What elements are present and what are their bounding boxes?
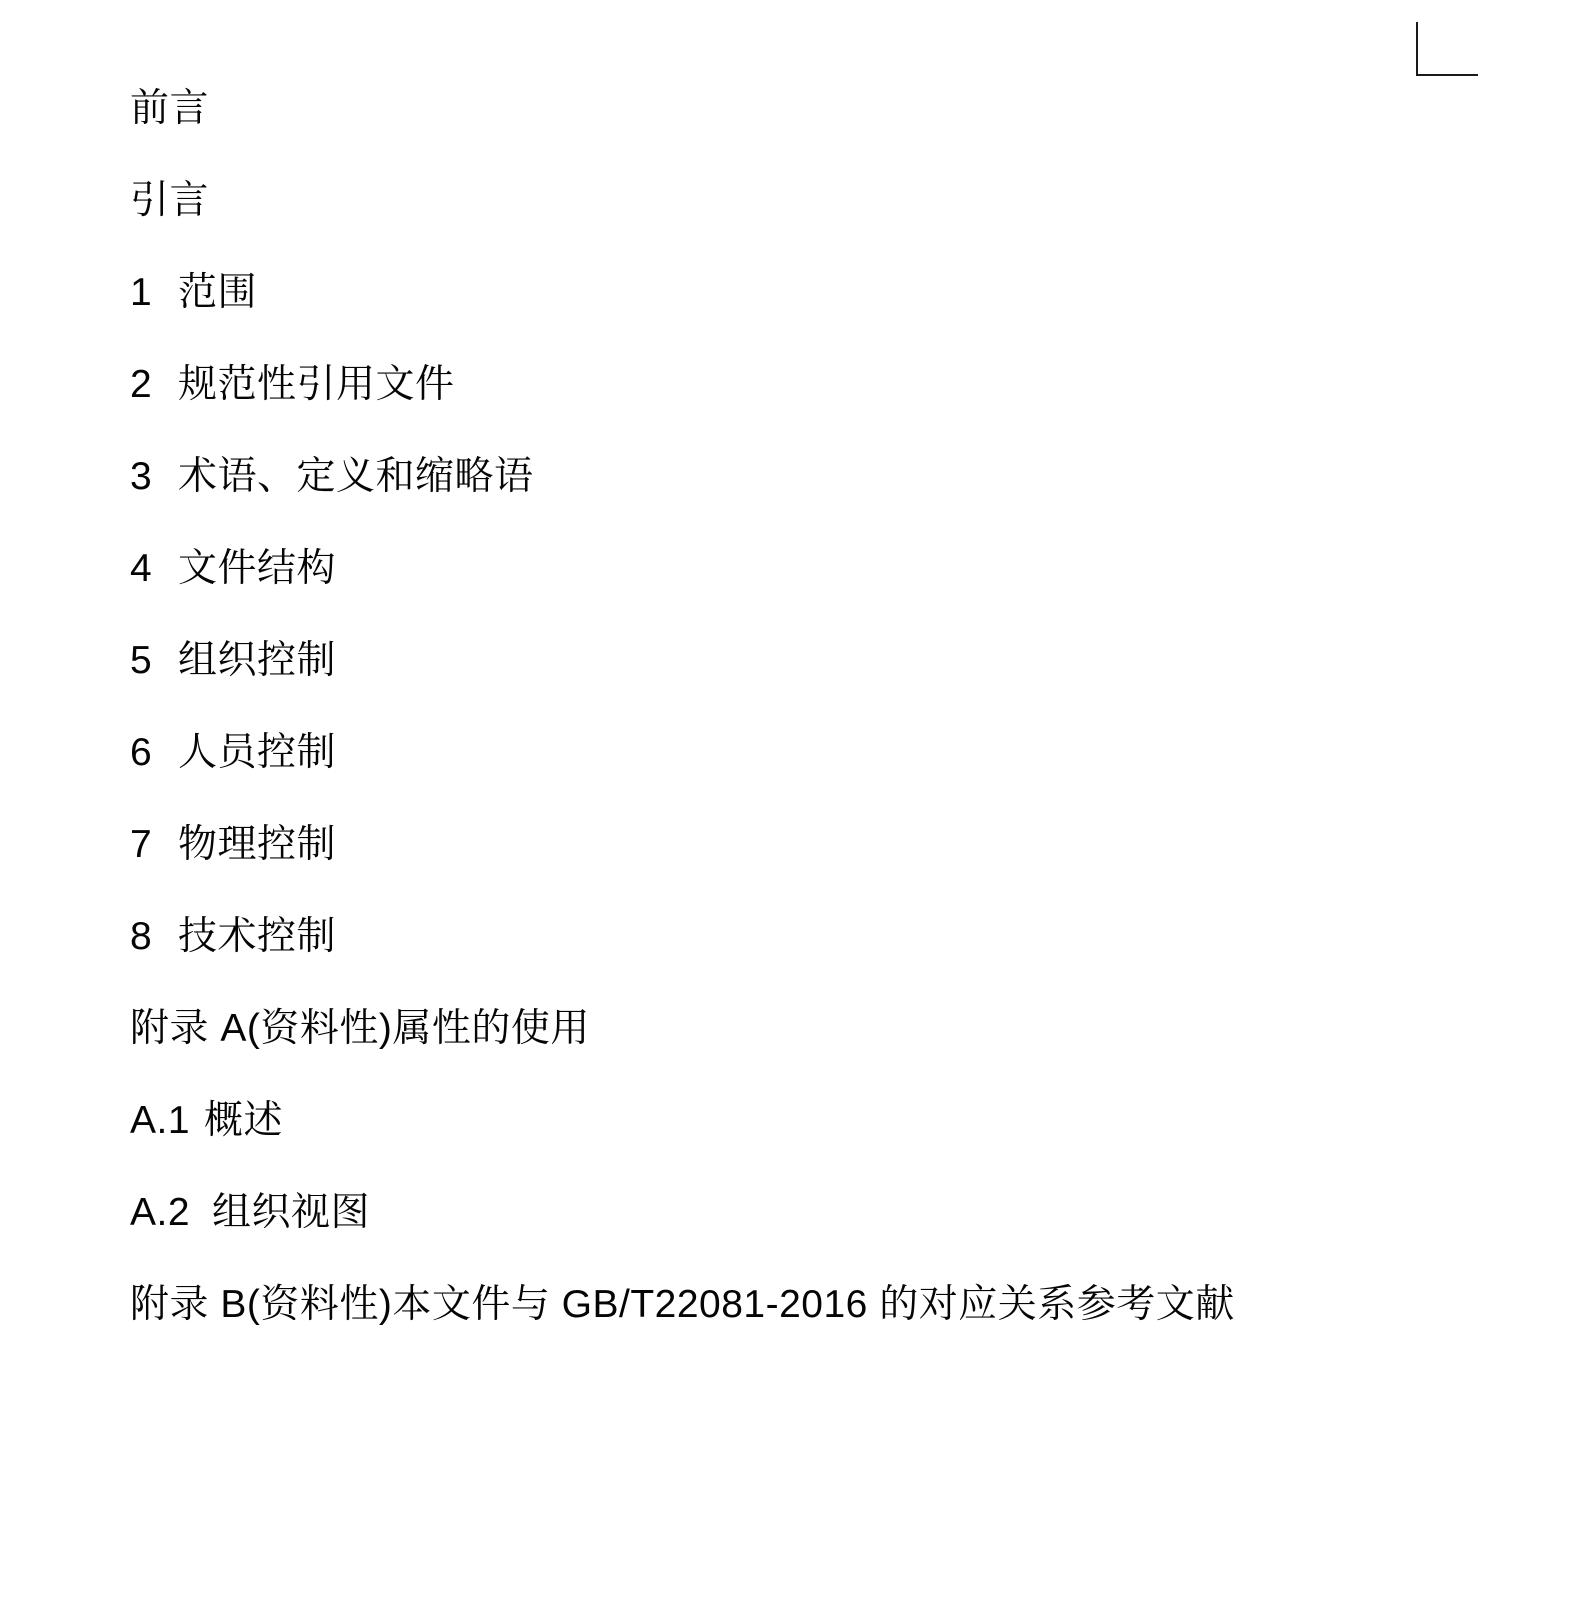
toc-entry[interactable] — [130, 1098, 1488, 1144]
toc-entry-number: 4 — [130, 547, 153, 591]
toc-entry[interactable] — [130, 454, 1488, 500]
toc-entry-number: A.1 — [130, 1099, 191, 1143]
toc-entry-title: 前言 — [130, 87, 210, 130]
toc-entry[interactable] — [130, 822, 1488, 868]
toc-entry[interactable] — [130, 638, 1488, 684]
toc-entry-title: 文件结构 — [178, 547, 337, 591]
page-corner-mark — [1416, 22, 1478, 76]
toc-entry-number: 8 — [130, 915, 153, 959]
toc-entry-title: 物理控制 — [178, 823, 337, 867]
toc-entry[interactable] — [130, 1282, 1488, 1328]
toc-entry[interactable] — [130, 914, 1488, 960]
toc-entry-number: 2 — [130, 363, 153, 407]
toc-entry-title: 技术控制 — [178, 915, 337, 959]
table-of-contents — [130, 86, 1488, 1374]
toc-entry-title: 概述 — [204, 1099, 284, 1143]
toc-entry-title: 附录 A(资料性)属性的使用 — [130, 1007, 590, 1051]
toc-entry[interactable] — [130, 546, 1488, 592]
toc-entry-number: 5 — [130, 639, 153, 683]
toc-entry[interactable] — [130, 730, 1488, 776]
toc-entry[interactable] — [130, 362, 1488, 408]
toc-entry-title: 组织控制 — [178, 639, 337, 683]
toc-entry[interactable] — [130, 178, 1488, 224]
toc-entry[interactable] — [130, 270, 1488, 316]
toc-entry-title: 范围 — [178, 271, 258, 315]
toc-entry-title: 术语、定义和缩略语 — [178, 455, 534, 499]
toc-entry-number: A.2 — [130, 1191, 191, 1235]
toc-entry-title: 规范性引用文件 — [178, 363, 455, 407]
toc-entry-number: 1 — [130, 271, 153, 315]
toc-entry-number: 6 — [130, 731, 153, 775]
toc-entry-title: 人员控制 — [178, 731, 337, 775]
toc-entry[interactable] — [130, 86, 1488, 132]
toc-entry-title: 组织视图 — [212, 1191, 371, 1235]
toc-entry-number: 7 — [130, 823, 153, 867]
toc-entry-number: 3 — [130, 455, 153, 499]
toc-entry-title: 附录 B(资料性)本文件与 GB/T22081-2016 的对应关系参考文献 — [130, 1283, 1235, 1327]
toc-entry-title: 引言 — [130, 179, 210, 223]
toc-entry[interactable] — [130, 1190, 1488, 1236]
toc-entry[interactable] — [130, 1006, 1488, 1052]
